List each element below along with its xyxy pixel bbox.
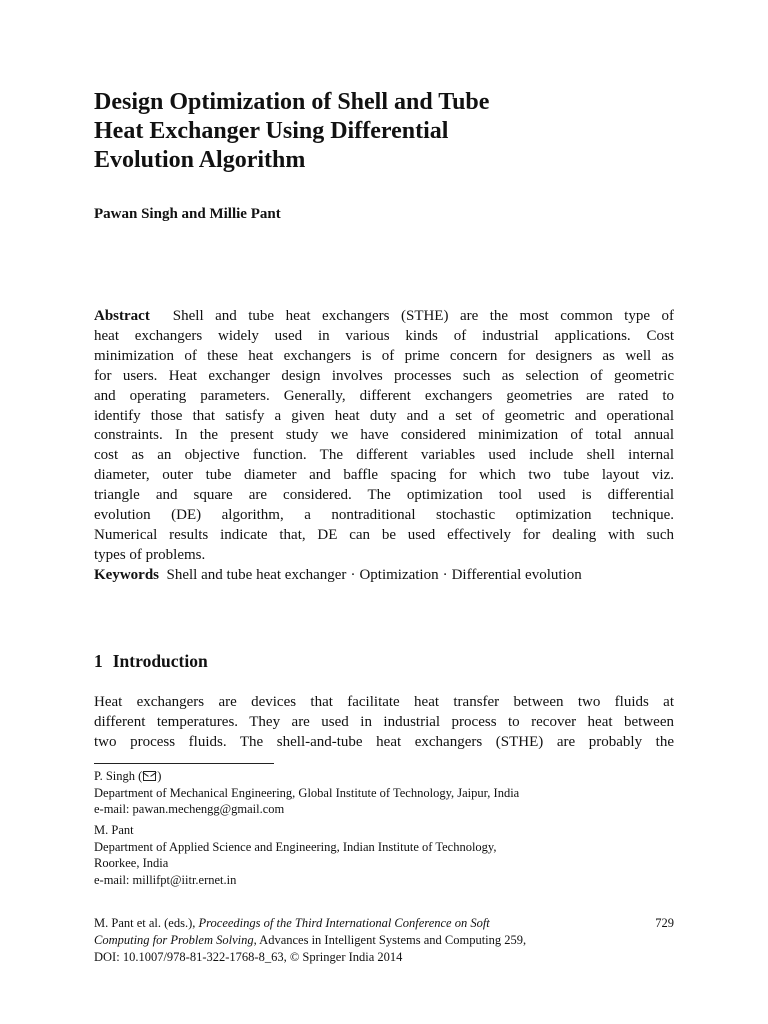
abstract-line: cost as an objective function. The different variables used include shell internal — [94, 447, 674, 464]
body-line: two process fluids. The shell-and-tube heat exchangers (STHE) are probably the — [94, 734, 674, 750]
author-list: Pawan Singh and Millie Pant — [94, 206, 281, 222]
section-number: 1 — [94, 651, 103, 671]
keyword: Shell and tube heat exchanger — [166, 567, 347, 583]
footnote-affiliation: Department of Mechanical Engineering, Global Institute of Technology, Jaipur, India — [94, 785, 520, 800]
citation-line — [94, 932, 674, 949]
section-title: Introduction — [112, 651, 208, 671]
abstract-line: minimization of these heat exchangers is of prime concern for designers as well as — [94, 347, 674, 364]
paper-title — [94, 88, 674, 175]
section-heading — [94, 650, 208, 672]
footnote-divider — [94, 763, 274, 764]
keywords-label: Keywords — [94, 567, 159, 583]
abstract-text: Shell and tube heat exchangers (STHE) are the most common type of — [172, 308, 674, 324]
abstract-line: heat exchangers widely used in various kinds of industrial applications. Cost — [94, 327, 674, 344]
title-line: Heat Exchanger Using Differential — [94, 118, 449, 144]
abstract-line: identify those that satisfy a given heat duty and a set of geometric and operational — [94, 407, 674, 424]
citation-series: , Advances in Intelligent Systems and Computing 259, — [253, 933, 527, 947]
author-footnote-singh — [94, 768, 674, 818]
abstract-line: for users. Heat exchanger design involves processes such as selection of geometric — [94, 367, 674, 384]
abstract-line: diameter, outer tube diameter and baffle spacing for which two tube layout viz. — [94, 467, 674, 484]
footnote-author-name — [94, 768, 674, 785]
page-number: 729 — [655, 916, 674, 930]
footnote-affiliation: Roorkee, India — [94, 856, 169, 870]
body-line: different temperatures. They are used in industrial process to recover heat between — [94, 714, 674, 730]
body-line: Heat exchangers are devices that facilitate heat transfer between two fluids at — [94, 694, 674, 710]
footnote-author-name: M. Pant — [94, 823, 134, 837]
footnote-affiliation: Department of Applied Science and Engineering, Indian Institute of Technology, — [94, 839, 497, 854]
citation-proceedings: Proceedings of the Third International Conference on Soft — [198, 916, 490, 930]
keyword: Differential evolution — [451, 567, 582, 583]
keywords — [94, 566, 674, 585]
envelope-icon — [143, 771, 156, 781]
keyword-separator: · — [442, 567, 448, 583]
citation-proceedings: Computing for Problem Solving — [94, 933, 254, 947]
author-footnote-pant — [94, 822, 674, 888]
abstract-line: constraints. In the present study we have considered minimization of total annual — [94, 427, 674, 444]
abstract-line: evolution (DE) algorithm, a nontraditional stochastic optimization technique. — [94, 507, 674, 524]
abstract-line: and operating parameters. Generally, different exchangers geometries are rated to — [94, 387, 674, 404]
keyword: Optimization — [359, 567, 439, 583]
introduction-body — [94, 692, 674, 752]
paper-page — [94, 0, 674, 1024]
footnote-name-suffix: ) — [157, 769, 162, 783]
citation-editors: M. Pant et al. (eds.), — [94, 916, 199, 930]
keyword-separator: · — [350, 567, 356, 583]
abstract-line: types of problems. — [94, 546, 206, 563]
abstract-line — [94, 307, 674, 327]
abstract — [94, 307, 674, 566]
citation-line — [94, 915, 674, 932]
footnote-email: e-mail: millifpt@iitr.ernet.in — [94, 872, 237, 887]
footnote-name-prefix: P. Singh ( — [94, 769, 143, 783]
citation-doi: DOI: 10.1007/978-81-322-1768-8_63, © Springer India 2014 — [94, 950, 403, 964]
title-line: Design Optimization of Shell and Tube — [94, 89, 490, 115]
footnote-email: e-mail: pawan.mechengg@gmail.com — [94, 802, 285, 816]
title-line: Evolution Algorithm — [94, 147, 306, 173]
citation-footer — [94, 915, 674, 966]
abstract-label: Abstract — [94, 308, 150, 324]
abstract-line: triangle and square are considered. The optimization tool used is differential — [94, 487, 674, 504]
abstract-line: Numerical results indicate that, DE can be used effectively for dealing with such — [94, 526, 674, 543]
